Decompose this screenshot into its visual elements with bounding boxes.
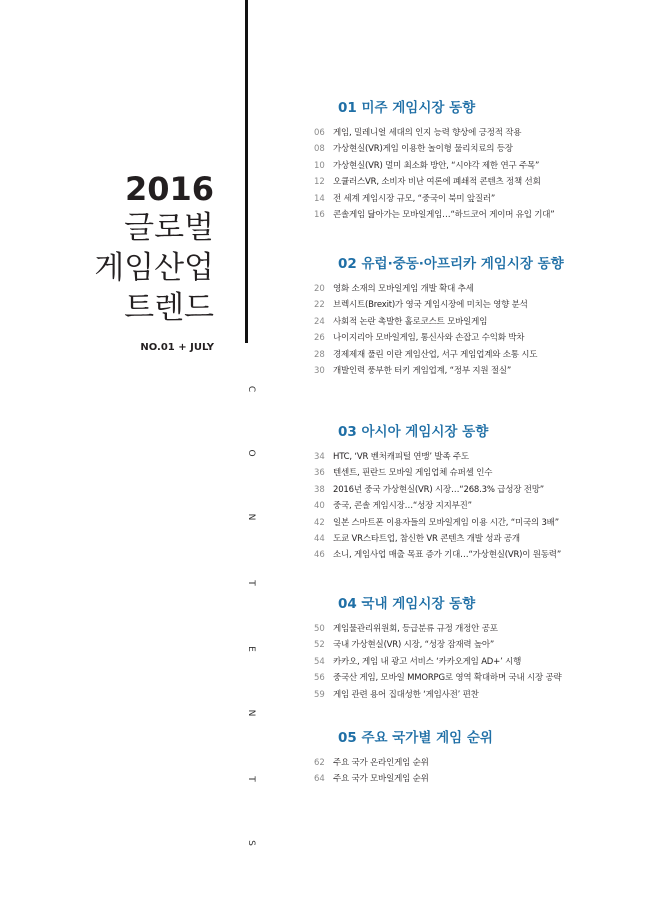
section-title[interactable]: 02 유럽·중동·아프리카 게임시장 동향 bbox=[338, 256, 564, 272]
toc-item[interactable] bbox=[314, 159, 644, 175]
toc-item[interactable] bbox=[314, 192, 644, 208]
toc-item-text: 콘솔게임 닮아가는 모바일게임…“하드코어 게이머 유입 기대” bbox=[333, 209, 555, 220]
section-01 bbox=[314, 96, 644, 224]
toc-item[interactable] bbox=[314, 298, 644, 314]
toc-item-text: 게임 관련 용어 집대성한 ‘게임사전’ 편찬 bbox=[333, 689, 479, 700]
toc-item-text: 게임물관리위원회, 등급분류 규정 개정안 공포 bbox=[333, 624, 498, 634]
toc-item-text: 오큘러스VR, 소비자 비난 여론에 폐쇄적 콘텐츠 정책 선회 bbox=[333, 177, 541, 188]
toc-item-text: 가상현실(VR) 멀미 최소화 방안, “시야각 제한 연구 주목” bbox=[333, 160, 540, 171]
toc-item-text: 경제제재 풀린 이란 게임산업, 서구 게임업계와 소통 시도 bbox=[333, 349, 538, 360]
page-number: 30 bbox=[314, 365, 325, 376]
section-02 bbox=[314, 252, 644, 380]
page-number: 20 bbox=[314, 284, 325, 294]
toc-item[interactable] bbox=[314, 126, 644, 142]
toc-item-text: 소니, 게임사업 매출 목표 증가 기대…“가상현실(VR)이 원동력” bbox=[333, 550, 562, 561]
divider-line bbox=[245, 0, 248, 343]
contents-letter: O bbox=[246, 449, 256, 457]
page-number: 06 bbox=[314, 128, 325, 138]
toc-item-text: 영화 소재의 모바일게임 개발 확대 추세 bbox=[333, 284, 474, 294]
page-number: 12 bbox=[314, 177, 325, 188]
toc-item-text: 전 세계 게임시장 규모, “중국이 북미 앞질러” bbox=[333, 193, 496, 204]
section-04 bbox=[314, 592, 644, 704]
toc-item-text: 중국, 콘솔 게임시장…“성장 지지부진” bbox=[333, 501, 472, 512]
toc-item-text: 주요 국가 온라인게임 순위 bbox=[333, 758, 429, 768]
contents-letter: N bbox=[246, 709, 256, 717]
page-number: 64 bbox=[314, 774, 325, 785]
page-number: 54 bbox=[314, 656, 325, 667]
toc-item[interactable] bbox=[314, 466, 644, 482]
section-03 bbox=[314, 420, 644, 565]
page-number: 50 bbox=[314, 624, 325, 634]
toc-item-text: 텐센트, 핀란드 모바일 게임업체 슈퍼셀 인수 bbox=[333, 468, 493, 479]
page-number: 34 bbox=[314, 452, 325, 462]
contents-letter: E bbox=[246, 646, 256, 652]
toc-item-text: 사회적 논란 촉발한 홀로코스트 모바일게임 bbox=[333, 316, 488, 327]
section-title[interactable]: 03 아시아 게임시장 동향 bbox=[338, 424, 489, 440]
title-line-1: 글로벌 bbox=[124, 210, 214, 246]
toc-item[interactable] bbox=[314, 756, 644, 772]
contents-letter: T bbox=[246, 776, 256, 782]
title-line-2: 게임산업 bbox=[94, 250, 214, 286]
toc-item-text: 개발인력 풍부한 터키 게임업계, “정부 지원 절실” bbox=[333, 365, 512, 376]
toc-item[interactable] bbox=[314, 516, 644, 532]
toc-item[interactable] bbox=[314, 450, 644, 466]
toc-item[interactable] bbox=[314, 638, 644, 654]
page-number: 44 bbox=[314, 533, 325, 544]
toc-item-text: 일본 스마트폰 이용자들의 모바일게임 이용 시간, “미국의 3배” bbox=[333, 517, 559, 528]
page-number: 16 bbox=[314, 209, 325, 220]
toc-item[interactable] bbox=[314, 331, 644, 347]
toc-item[interactable] bbox=[314, 315, 644, 331]
page-number: 22 bbox=[314, 300, 325, 311]
page-number: 59 bbox=[314, 689, 325, 700]
toc-item[interactable] bbox=[314, 364, 644, 380]
page-number: 56 bbox=[314, 673, 325, 684]
toc-item-text: HTC, ‘VR 벤처캐피털 연맹’ 발족 주도 bbox=[333, 452, 469, 462]
cover-title-block bbox=[94, 170, 214, 353]
page-number: 62 bbox=[314, 758, 325, 768]
page-number: 08 bbox=[314, 144, 325, 155]
title-line-3: 트렌드 bbox=[124, 290, 214, 326]
toc-item-text: 2016년 중국 가상현실(VR) 시장…“268.3% 급성장 전망” bbox=[333, 484, 544, 495]
page-number: 28 bbox=[314, 349, 325, 360]
contents-letter: N bbox=[246, 513, 256, 521]
toc-item-text: 주요 국가 모바일게임 순위 bbox=[333, 774, 429, 785]
toc-item[interactable] bbox=[314, 532, 644, 548]
page-number: 10 bbox=[314, 160, 325, 171]
contents-letter: S bbox=[246, 840, 256, 846]
issue-label: NO.01 + JULY bbox=[140, 342, 214, 353]
section-title[interactable]: 04 국내 게임시장 동향 bbox=[338, 596, 476, 612]
section-05 bbox=[314, 726, 644, 789]
page-number: 42 bbox=[314, 517, 325, 528]
page-number: 52 bbox=[314, 640, 325, 651]
page-number: 14 bbox=[314, 193, 325, 204]
toc-item[interactable] bbox=[314, 282, 644, 298]
contents-letter: C bbox=[246, 385, 256, 393]
toc-item[interactable] bbox=[314, 142, 644, 158]
toc-item[interactable] bbox=[314, 772, 644, 788]
page-number: 24 bbox=[314, 316, 325, 327]
toc-item[interactable] bbox=[314, 655, 644, 671]
toc-item[interactable] bbox=[314, 622, 644, 638]
toc-item[interactable] bbox=[314, 671, 644, 687]
toc-item-text: 카카오, 게임 내 광고 서비스 ‘카카오게임 AD+’ 시행 bbox=[333, 656, 522, 667]
toc-item-text: 국내 가상현실(VR) 시장, “성장 잠재력 높아” bbox=[333, 640, 495, 651]
section-title[interactable]: 05 주요 국가별 게임 순위 bbox=[338, 730, 493, 746]
contents-letter: T bbox=[246, 580, 256, 586]
toc-item-text: 도쿄 VR스타트업, 참신한 VR 콘텐츠 개발 성과 공개 bbox=[333, 533, 520, 544]
page-number: 26 bbox=[314, 333, 325, 344]
toc-item[interactable] bbox=[314, 548, 644, 564]
section-title[interactable]: 01 미주 게임시장 동향 bbox=[338, 100, 476, 116]
toc-item-text: 가상현실(VR)게임 이용한 놀이형 물리치료의 등장 bbox=[333, 144, 513, 155]
toc-item[interactable] bbox=[314, 208, 644, 224]
toc-item[interactable] bbox=[314, 175, 644, 191]
page-number: 40 bbox=[314, 501, 325, 512]
toc-item[interactable] bbox=[314, 483, 644, 499]
toc-item[interactable] bbox=[314, 499, 644, 515]
page-number: 36 bbox=[314, 468, 325, 479]
toc-item-text: 브렉시트(Brexit)가 영국 게임시장에 미치는 영향 분석 bbox=[333, 300, 528, 311]
toc-item[interactable] bbox=[314, 348, 644, 364]
page-number: 38 bbox=[314, 484, 325, 495]
toc-item-text: 중국산 게임, 모바일 MMORPG로 영역 확대하며 국내 시장 공략 bbox=[333, 673, 562, 684]
toc-item-text: 게임, 밀레니얼 세대의 인지 능력 향상에 긍정적 작용 bbox=[333, 128, 522, 138]
toc-item-text: 나이지리아 모바일게임, 통신사와 손잡고 수익화 박차 bbox=[333, 333, 525, 344]
page-number: 46 bbox=[314, 550, 325, 561]
year-label: 2016 bbox=[124, 170, 214, 208]
toc-item[interactable] bbox=[314, 688, 644, 704]
